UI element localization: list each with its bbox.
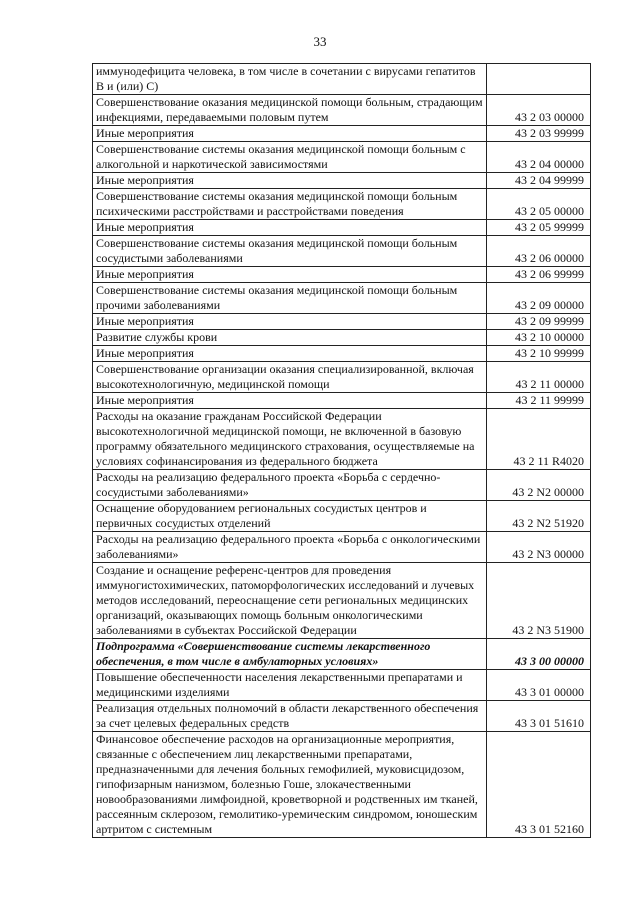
row-name: Реализация отдельных полномочий в области лекарственного обеспечения за счет целевых федеральных средств: [93, 701, 487, 732]
row-name: Расходы на реализацию федерального проекта «Борьба с онкологическими заболеваниями»: [93, 532, 487, 563]
table-row: [93, 501, 591, 532]
row-name: Повышение обеспеченности населения лекарственными препаратами и медицинскими изделиями: [93, 670, 487, 701]
row-code: 43 2 03 99999: [487, 126, 591, 142]
row-name: Расходы на реализацию федерального проекта «Борьба с сердечно-сосудистыми заболеваниями»: [93, 470, 487, 501]
table-row: [93, 220, 591, 236]
row-name: Совершенствование системы оказания медицинской помощи больным прочими заболеваниями: [93, 283, 487, 314]
row-code: 43 2 05 00000: [487, 189, 591, 220]
row-name: Иные мероприятия: [93, 393, 487, 409]
row-code: 43 2 09 99999: [487, 314, 591, 330]
table-row: [93, 701, 591, 732]
table-row: [93, 283, 591, 314]
table-row: [93, 532, 591, 563]
table-row: [93, 64, 591, 95]
table-row: [93, 393, 591, 409]
row-code: 43 2 09 00000: [487, 283, 591, 314]
row-name: Совершенствование системы оказания медицинской помощи больным психическими расстройствами и расстройствами поведения: [93, 189, 487, 220]
table-row: [93, 95, 591, 126]
row-code: [487, 64, 591, 95]
row-code: 43 2 04 00000: [487, 142, 591, 173]
row-code: 43 2 N2 51920: [487, 501, 591, 532]
row-name: Подпрограмма «Совершенствование системы лекарственного обеспечения, в том числе в амбулаторных условиях»: [93, 639, 487, 670]
row-name: Иные мероприятия: [93, 173, 487, 189]
row-name: Иные мероприятия: [93, 267, 487, 283]
row-code: 43 3 01 00000: [487, 670, 591, 701]
row-name: Оснащение оборудованием региональных сосудистых центров и первичных сосудистых отделений: [93, 501, 487, 532]
row-code: 43 2 N2 00000: [487, 470, 591, 501]
table-row: [93, 670, 591, 701]
table-row: [93, 126, 591, 142]
table-row: [93, 732, 591, 838]
row-name: Создание и оснащение референс-центров для проведения иммуногистохимических, патоморфологических исследований и лучевых методов исследований, переоснащение сети региональных медицинских организаций, оказывающих помощь больным онкологическими заболеваниями в субъектах Российской Федерации: [93, 563, 487, 639]
table-row: [93, 330, 591, 346]
row-code: 43 2 10 99999: [487, 346, 591, 362]
row-name: Иные мероприятия: [93, 126, 487, 142]
row-code: 43 3 01 52160: [487, 732, 591, 838]
row-code: 43 2 04 99999: [487, 173, 591, 189]
row-code: 43 2 N3 51900: [487, 563, 591, 639]
row-name: Расходы на оказание гражданам Российской Федерации высокотехнологичной медицинской помощи, не включенной в базовую программу обязательного медицинского страхования, осуществляемые на условиях софинансирования из федерального бюджета: [93, 409, 487, 470]
subprogram-row: [93, 639, 591, 670]
row-code: 43 2 03 00000: [487, 95, 591, 126]
row-code: 43 2 N3 00000: [487, 532, 591, 563]
table-body: [93, 64, 591, 838]
table-row: [93, 267, 591, 283]
row-name: Совершенствование организации оказания специализированной, включая высокотехнологичную, медицинской помощи: [93, 362, 487, 393]
row-name: Развитие службы крови: [93, 330, 487, 346]
row-name: Финансовое обеспечение расходов на организационные мероприятия, связанные с обеспечением лиц лекарственными препаратами, предназначенными для лечения больных гемофилией, муковисцидозом, гипофизарным нанизмом, болезнью Гоше, злокачественными новообразованиями лимфоидной, кроветворной и родственных им тканей, рассеянным склерозом, гемолитико-уремическим синдромом, юношеским артритом с системным: [93, 732, 487, 838]
row-code: 43 2 05 99999: [487, 220, 591, 236]
row-code: 43 2 11 R4020: [487, 409, 591, 470]
row-code: 43 2 06 99999: [487, 267, 591, 283]
row-name: Совершенствование системы оказания медицинской помощи больным с алкогольной и наркотической зависимостями: [93, 142, 487, 173]
row-code: 43 2 06 00000: [487, 236, 591, 267]
table-row: [93, 189, 591, 220]
page-number: 33: [313, 34, 327, 49]
table-row: [93, 409, 591, 470]
row-name: Иные мероприятия: [93, 314, 487, 330]
table-row: [93, 470, 591, 501]
row-name: Иные мероприятия: [93, 346, 487, 362]
row-code: 43 3 00 00000: [487, 639, 591, 670]
row-code: 43 2 11 00000: [487, 362, 591, 393]
table-row: [93, 173, 591, 189]
table-row: [93, 346, 591, 362]
row-code: 43 2 11 99999: [487, 393, 591, 409]
table-row: [93, 314, 591, 330]
table-row: [93, 563, 591, 639]
row-name: Иные мероприятия: [93, 220, 487, 236]
table-row: [93, 362, 591, 393]
table-row: [93, 142, 591, 173]
table-row: [93, 236, 591, 267]
row-code: 43 3 01 51610: [487, 701, 591, 732]
row-code: 43 2 10 00000: [487, 330, 591, 346]
row-name: иммунодефицита человека, в том числе в сочетании с вирусами гепатитов B и (или) C): [93, 64, 487, 95]
budget-classification-table: [92, 63, 591, 838]
row-name: Совершенствование системы оказания медицинской помощи больным сосудистыми заболеваниями: [93, 236, 487, 267]
row-name: Совершенствование оказания медицинской помощи больным, страдающим инфекциями, передаваемыми половым путем: [93, 95, 487, 126]
